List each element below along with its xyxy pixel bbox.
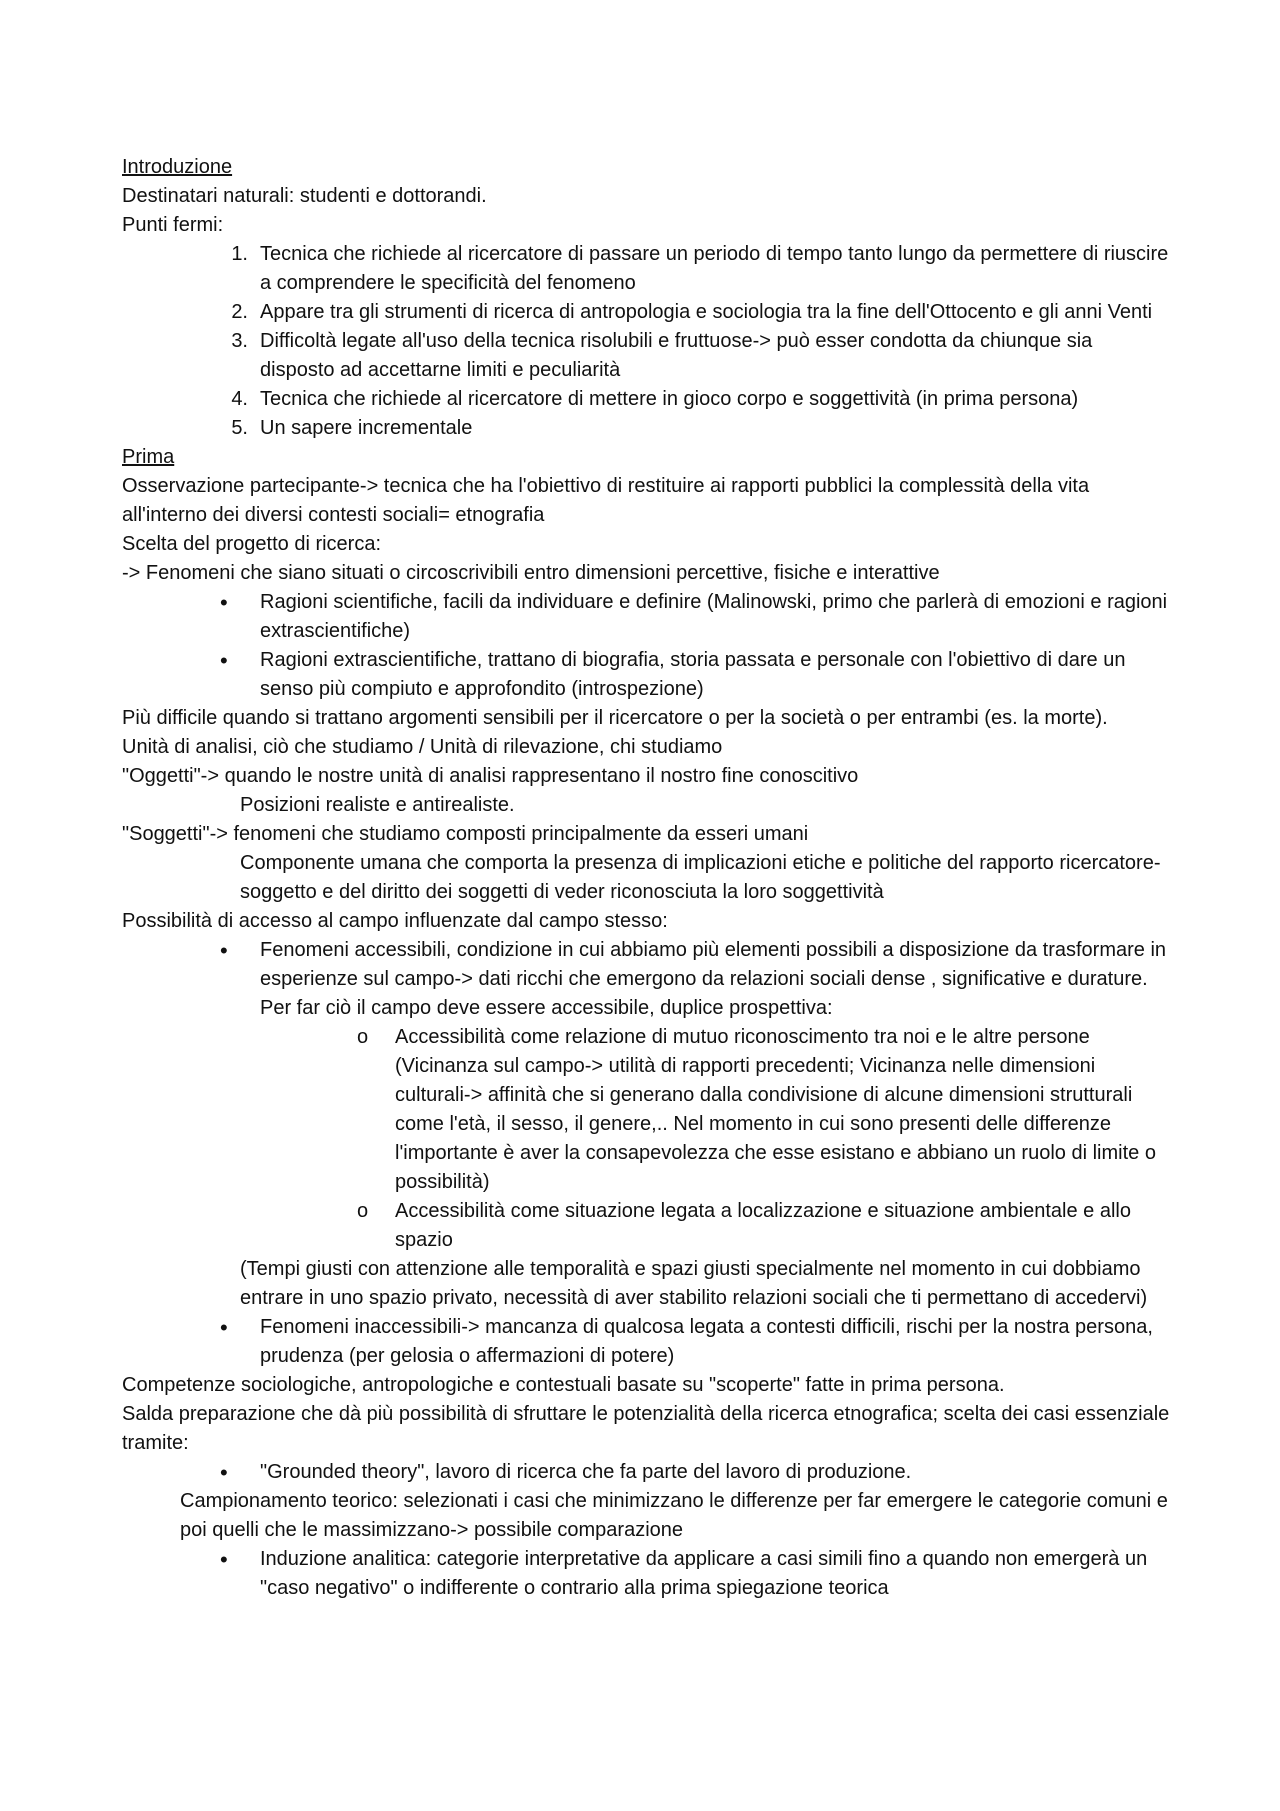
list-item: • Ragioni extrascientifiche, trattano di biografia, storia passata e personale con l'obiettivo di dare un senso più compiuto e approfondito (introspezione): [220, 648, 1126, 700]
bullet-list: [122, 1545, 1172, 1603]
heading-prima: Prima: [122, 446, 175, 468]
paragraph: Scelta del progetto di ricerca:: [122, 533, 382, 555]
heading-introduzione: Introduzione: [122, 156, 233, 178]
list-item: 5. Un sapere incrementale: [231, 417, 473, 439]
bullet-list: [122, 1313, 1172, 1371]
bullet-icon: •: [220, 648, 228, 673]
list-item: • Induzione analitica: categorie interpretative da applicare a casi simili fino a quando non emergerà un "caso negativo" o indifferente o contrario alla prima spiegazione teorica: [220, 1547, 1148, 1599]
bullet-icon: •: [220, 938, 228, 963]
list-item: 1. Tecnica che richiede al ricercatore di passare un periodo di tempo tanto lungo da permettere di riuscire a comprendere le specificità del fenomeno: [231, 243, 1169, 294]
paragraph: Possibilità di accesso al campo influenzate dal campo stesso:: [122, 910, 668, 932]
document-page: [122, 153, 1172, 1603]
paragraph: Più difficile quando si trattano argomenti sensibili per il ricercatore o per la società o per entrambi (es. la morte).: [122, 707, 1108, 729]
punti-fermi-text: Punti fermi:: [122, 214, 224, 236]
bullet-icon: •: [220, 590, 228, 615]
list-item: o Accessibilità come relazione di mutuo riconoscimento tra noi e le altre persone (Vicinanza sul campo-> utilità di rapporti precedenti; Vicinanza nelle dimensioni culturali-> affinità che si generano dalla condivisione di alcune dimensioni strutturali come l'età, il sesso, il genere,.. Nel momento in cui sono presenti delle differenze l'importante è aver la consapevolezza che esse esistano e abbiano un ruolo di limite o possibilità): [122, 1023, 1172, 1197]
list-item: 4. Tecnica che richiede al ricercatore di mettere in gioco corpo e soggettività (in prima persona): [231, 388, 1079, 410]
list-item: 3. Difficoltà legate all'uso della tecnica risolubili e fruttuose-> può esser condotta da chiunque sia disposto ad accettarne limiti e peculiarità: [231, 330, 1093, 381]
numbered-list: [122, 240, 1172, 443]
paragraph: "Oggetti"-> quando le nostre unità di analisi rappresentano il nostro fine conoscitivo: [122, 765, 859, 787]
list-item: • "Grounded theory", lavoro di ricerca che fa parte del lavoro di produzione.: [220, 1460, 912, 1485]
bullet-icon: •: [220, 1547, 228, 1572]
sub-bullet-list: [122, 1023, 1172, 1255]
paragraph: Osservazione partecipante-> tecnica che ha l'obiettivo di restituire ai rapporti pubblici la complessità della vita all'interno dei diversi contesti sociali= etnografia: [122, 475, 1090, 526]
indented-paragraph: (Tempi giusti con attenzione alle temporalità e spazi giusti specialmente nel momento in cui dobbiamo entrare in uno spazio privato, necessità di aver stabilito relazioni sociali che ti permettano di accedervi): [240, 1258, 1148, 1309]
indented-paragraph: Componente umana che comporta la presenza di implicazioni etiche e politiche del rapporto ricercatore-soggetto e del diritto dei soggetti di veder riconosciuta la loro soggettività: [240, 852, 1161, 903]
paragraph: Unità di analisi, ciò che studiamo / Unità di rilevazione, chi studiamo: [122, 736, 723, 758]
list-item: • Fenomeni accessibili, condizione in cui abbiamo più elementi possibili a disposizione da trasformare in esperienze sul campo-> dati ricchi che emergono da relazioni sociali dense , significative e durature. Per far ciò il campo deve essere accessibile, duplice prospettiva:: [220, 938, 1167, 1019]
paragraph: -> Fenomeni che siano situati o circoscrivibili entro dimensioni percettive, fisiche e interattive: [122, 562, 940, 584]
bullet-list: [122, 936, 1172, 1023]
paragraph: Salda preparazione che dà più possibilità di sfruttare le potenzialità della ricerca etnografica; scelta dei casi essenziale tramite:: [122, 1403, 1170, 1454]
bullet-icon: •: [220, 1315, 228, 1340]
list-item: 2. Appare tra gli strumenti di ricerca di antropologia e sociologia tra la fine dell'Ottocento e gli anni Venti: [231, 301, 1153, 323]
bullet-icon: •: [220, 1460, 228, 1485]
list-item: • Fenomeni inaccessibili-> mancanza di qualcosa legata a contesti difficili, rischi per la nostra persona, prudenza (per gelosia o affermazioni di potere): [220, 1315, 1153, 1367]
sub-bullet-icon: o: [357, 1200, 369, 1222]
sub-bullet-icon: o: [357, 1026, 369, 1048]
paragraph: Competenze sociologiche, antropologiche e contestuali basate su "scoperte" fatte in prima persona.: [122, 1374, 1005, 1396]
bullet-list: [122, 1458, 1172, 1487]
list-item: o Accessibilità come situazione legata a localizzazione e situazione ambientale e allo spazio: [122, 1197, 1172, 1255]
destinatari-text: Destinatari naturali: studenti e dottorandi.: [122, 185, 487, 207]
indented-paragraph: Posizioni realiste e antirealiste.: [240, 794, 515, 816]
list-item: • Ragioni scientifiche, facili da individuare e definire (Malinowski, primo che parlerà di emozioni e ragioni extrascientifiche): [220, 590, 1168, 642]
indented-paragraph: Campionamento teorico: selezionati i casi che minimizzano le differenze per far emergere le categorie comuni e poi quelli che le massimizzano-> possibile comparazione: [180, 1490, 1168, 1541]
bullet-list: [122, 588, 1172, 704]
paragraph: "Soggetti"-> fenomeni che studiamo composti principalmente da esseri umani: [122, 823, 809, 845]
